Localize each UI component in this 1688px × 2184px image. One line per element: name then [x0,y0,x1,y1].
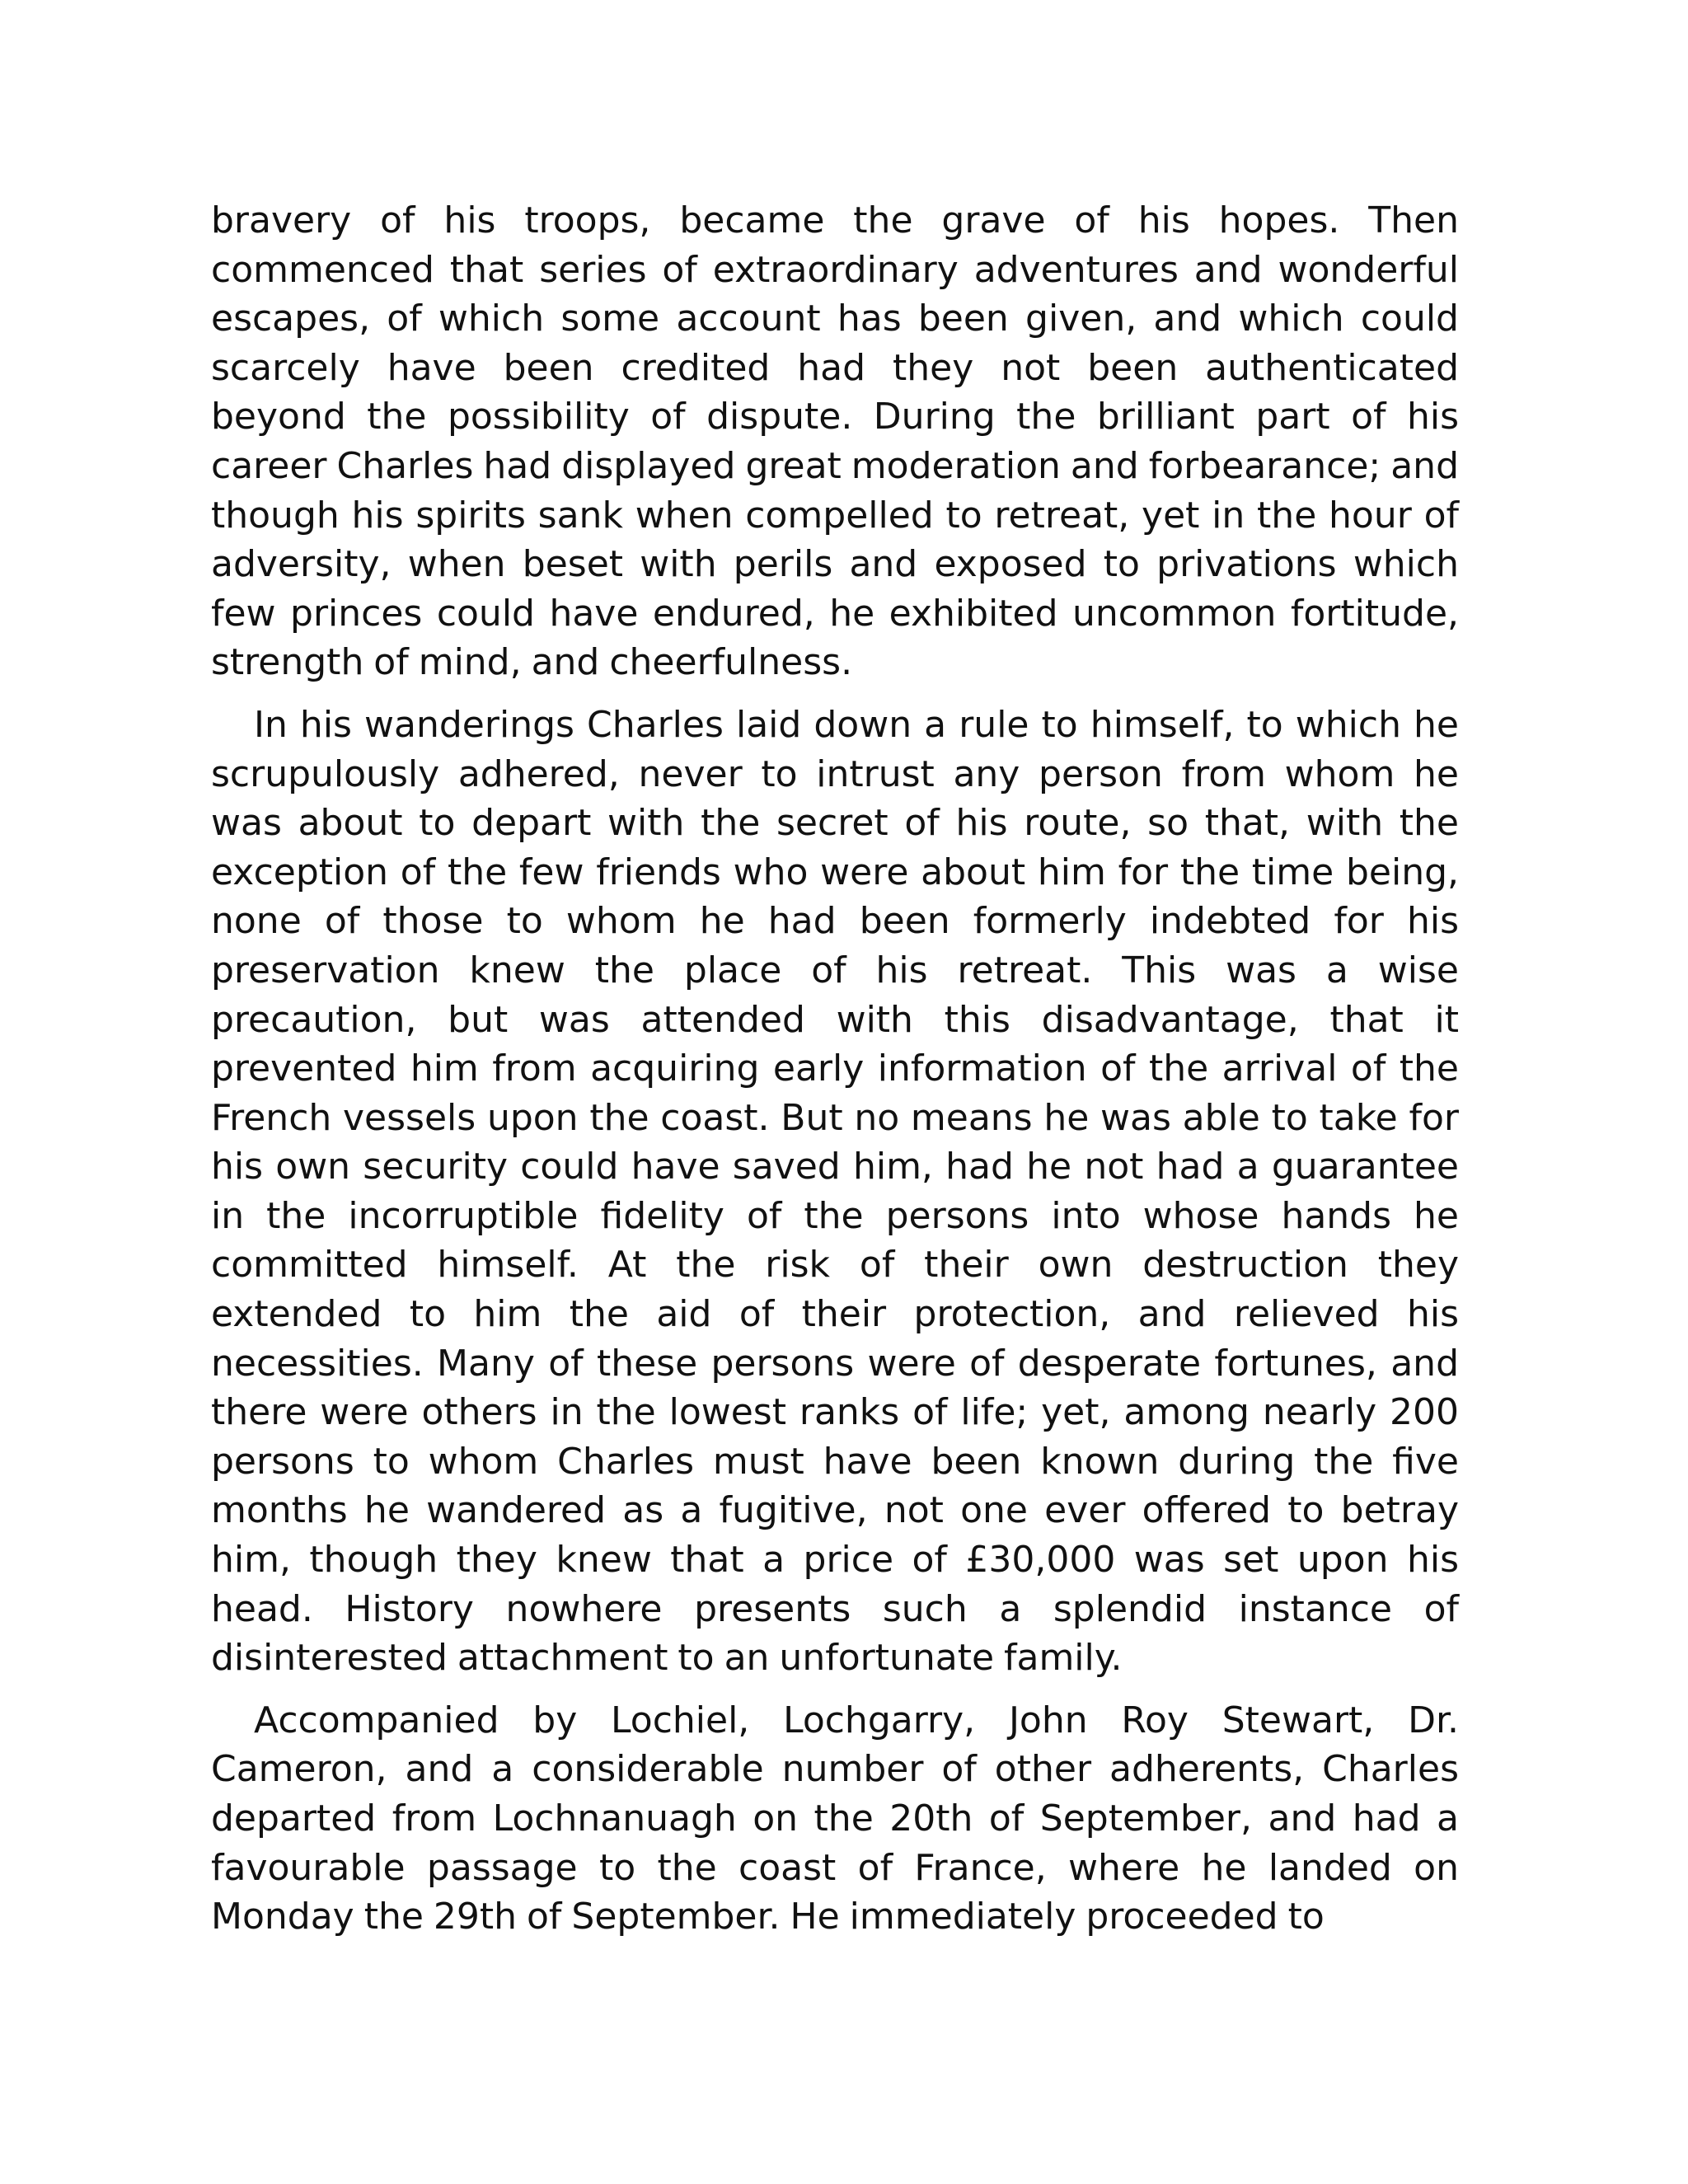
paragraph-2: In his wanderings Charles laid down a rule to himself, to which he scrupulously adhered, never to intrust any person from whom he was about to depart with the secret of his route, so that, with the exception of the few friends who were about him for the time being, none of those to whom he had been formerly indebted for his preservation knew the place of his retreat. This was a wise precaution, but was attended with this disadvantage, that it prevented him from acquiring early information of the arrival of the French vessels upon the coast. But no means he was able to take for his own security could have saved him, had he not had a guarantee in the incorruptible fidelity of the persons into whose hands he committed himself. At the risk of their own destruction they extended to him the aid of their protection, and relieved his necessities. Many of these persons were of desperate fortunes, and there were others in the lowest ranks of life; yet, among nearly 200 persons to whom Charles must have been known during the five months he wandered as a fugitive, not one ever offered to betray him, though they knew that a price of £30,000 was set upon his head. History nowhere presents such a splendid instance of disinterested attachment to an unfortunate family. [211,703,1459,1680]
page-text [211,196,1459,1942]
paragraph-3: Accompanied by Lochiel, Lochgarry, John Roy Stewart, Dr. Cameron, and a considerable number of other adherents, Charles departed from Lochnanuagh on the 20th of September, and had a favourable passage to the coast of France, where he landed on Monday the 29th of September. He immediately proceeded to [211,1699,1459,1938]
paragraph-1: bravery of his troops, became the grave of his hopes. Then commenced that series of extraordinary adventures and wonderful escapes, of which some account has been given, and which could scarcely have been credited had they not been authenticated beyond the possibility of dispute. During the brilliant part of his career Charles had displayed great moderation and forbearance; and though his spirits sank when compelled to retreat, yet in the hour of adversity, when beset with perils and exposed to privations which few princes could have endured, he exhibited uncommon fortitude, strength of mind, and cheerfulness. [211,199,1459,684]
